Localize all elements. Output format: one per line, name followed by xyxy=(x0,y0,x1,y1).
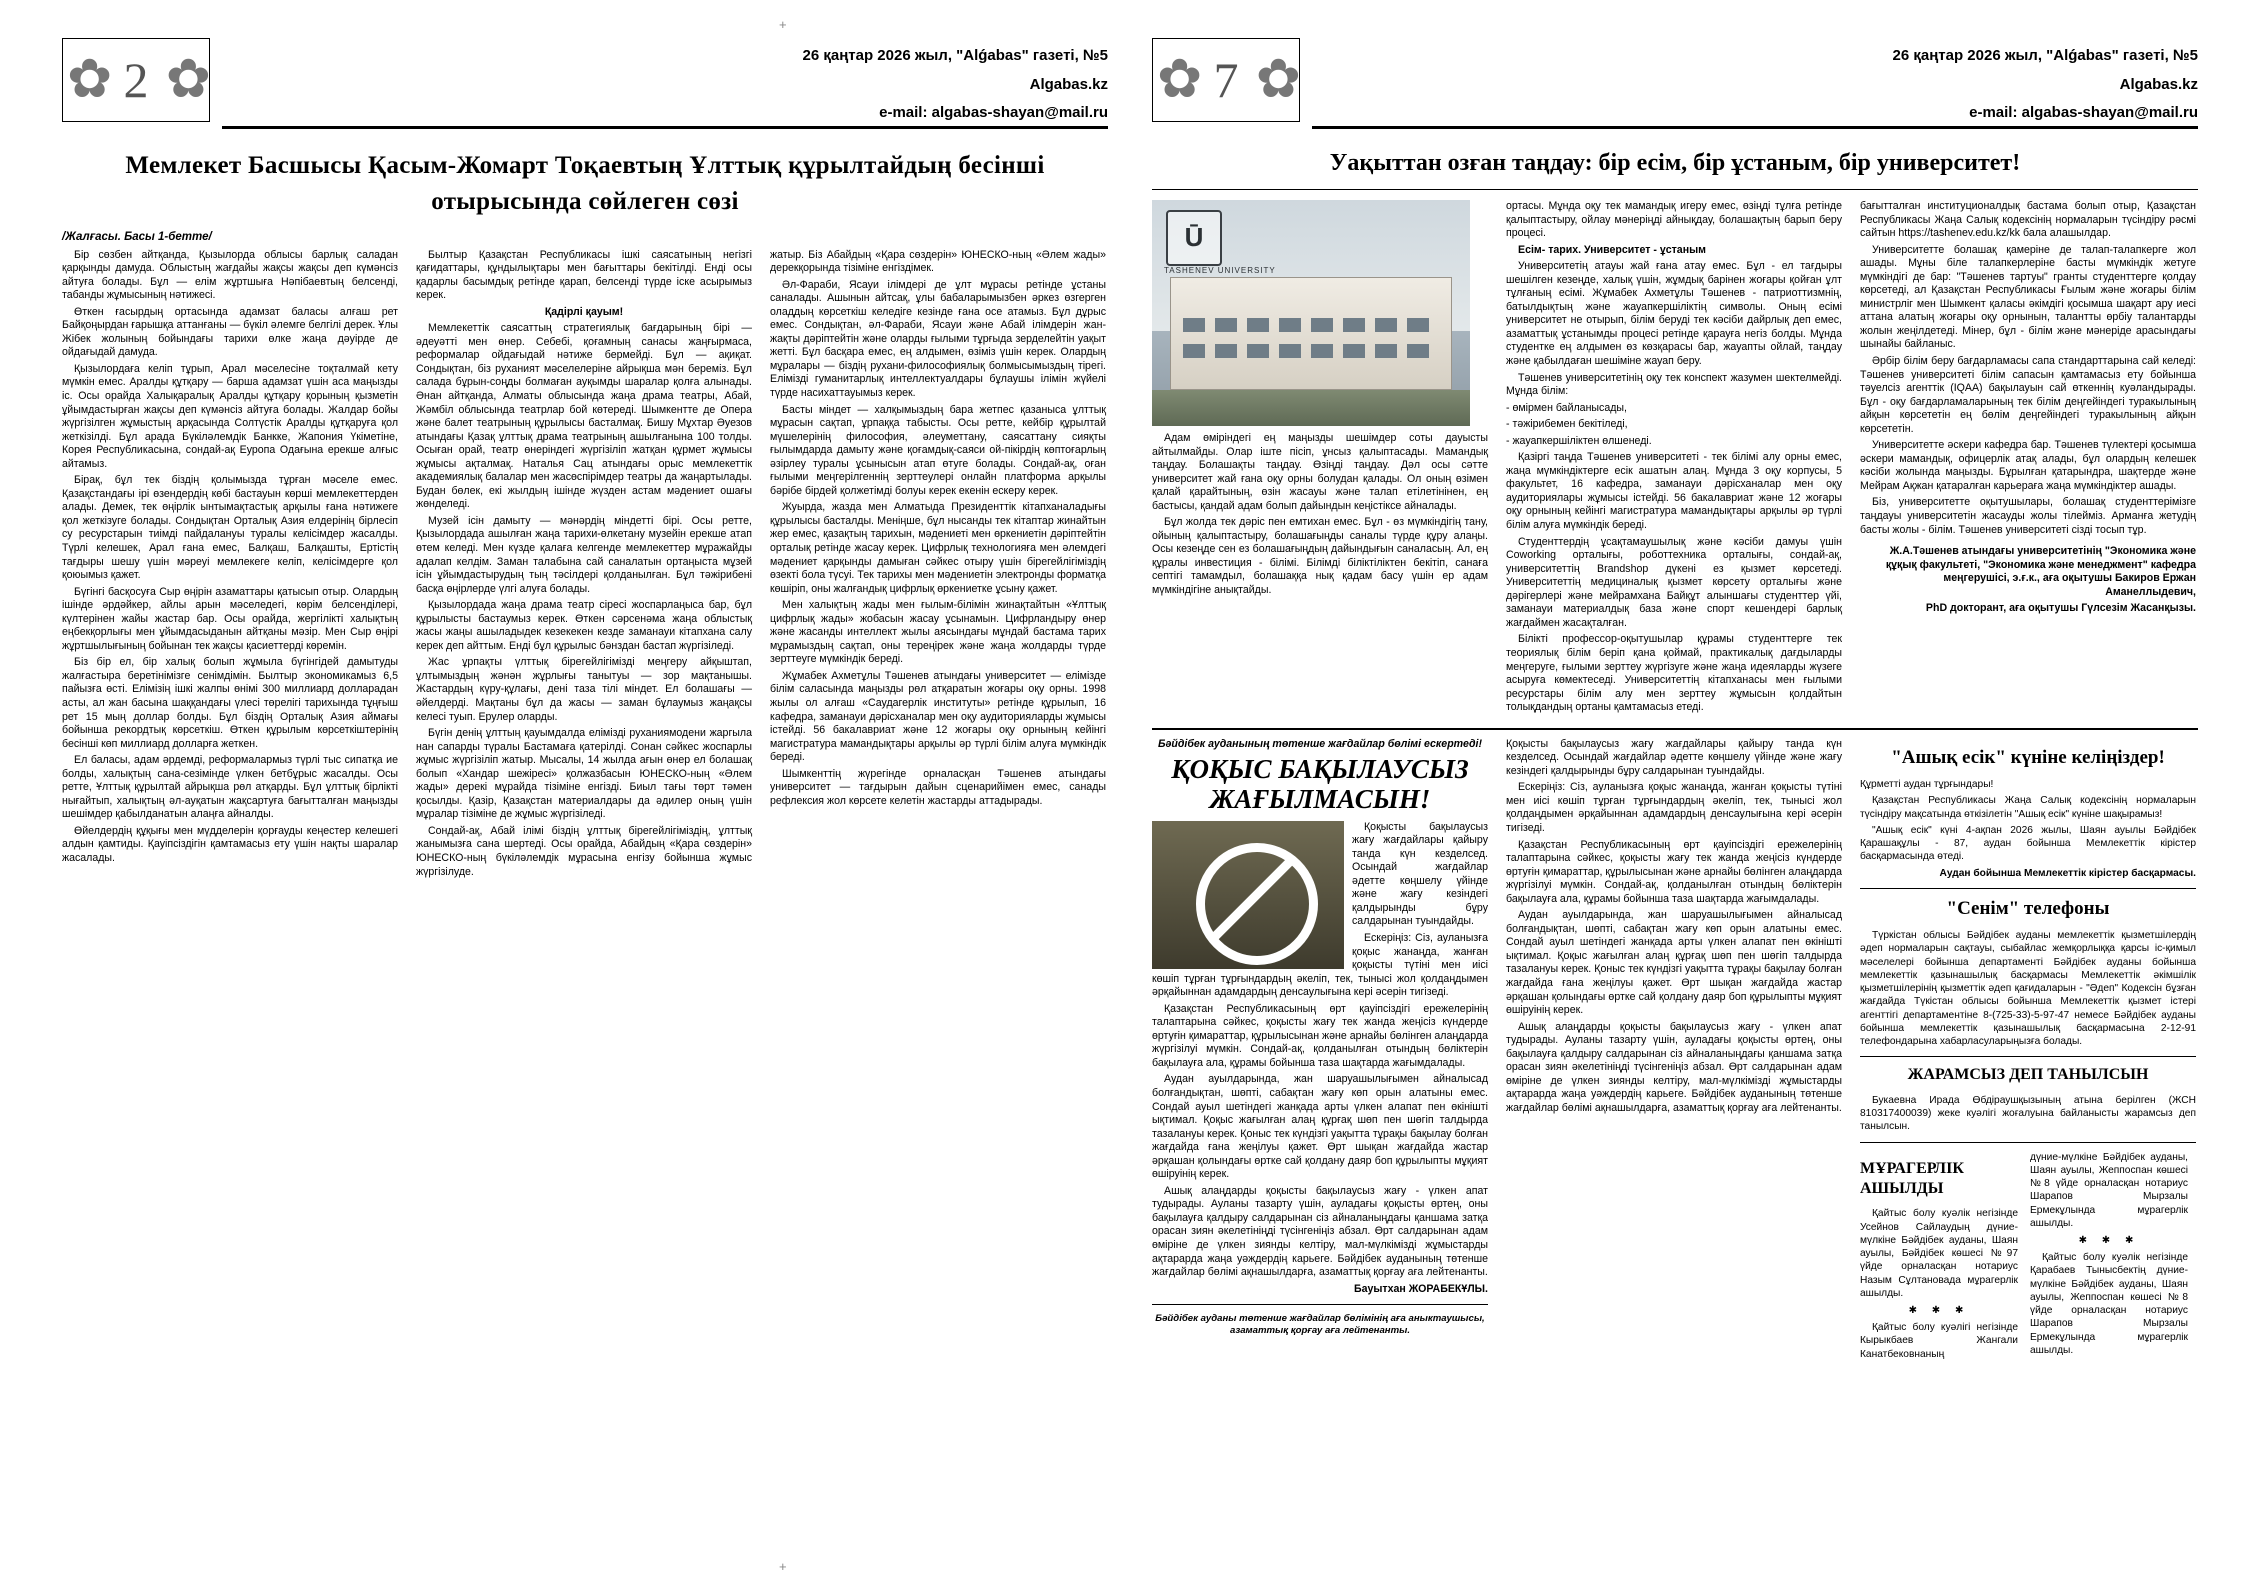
ornament-left-icon: ✿ xyxy=(1157,49,1197,109)
paragraph: Ескеріңіз: Сіз, ауланызға қоқыс жанаңда, жанған қоқысты түтіні мен иісі көшіп тұрған тұрғындардың әкеліп, тек, тынысі жол қолдаңдымен әрқайыннан адамдардың денсаулығына кері әсерін тигізеді. xyxy=(1152,931,1488,999)
left-columns xyxy=(62,249,1108,883)
feature-headline: Уақыттан озған таңдау: бір есім, бір ұстаным, бір университет! xyxy=(1329,150,2021,176)
notice-title: Бәйдібек ауданының төтенше жағдайлар бөлімі ескертеді! xyxy=(1157,737,1482,750)
website-line: Algabas.kz xyxy=(2119,75,2198,93)
paragraph: Ашық алаңдарды қоқысты бақылаусыз жағу - үлкен апат тудырады. Ауланы тазарту үшін, ауладағы қоқысты өртең, оны бақылауға қалдыру салдарынан сіз айналаныңдағы қаншама затқа орасан зиян әкелетініңді түсінгеніңіз абзал. Өрт салдарынан адам өміріне де үлкен зиянды келтіру, мал-мүлкімізді жұмыстарды ақтарарда жаңа уәждердің карьеге. Бәйдібек ауданының төтенше жағдайлар бөлімі ақнашылдарға, азаматтық қорғау аға лейтенанты. xyxy=(1152,1184,1488,1279)
ad-body-inheritance-left xyxy=(1860,1207,2018,1361)
paragraph: дүние-мүлкіне Бәйдібек ауданы, Шаян ауылы, Жеппоспан көшесі №8 үйде орналасқан нотариус Шарапов Мырзалы Ермекұлында мұрагерлік ашылды. xyxy=(2030,1151,2188,1229)
paragraph: Адам өміріндегі ең маңызды шешімдер соты дауысты айтылмайды. Олар іште пісіп, ұнсыз қалыптасады. Мамандық таңдау. Болашақты таңдау. Өзіңді таңдау. Дәл осы сәтте университет жай ғана оқу орны болудан қалады. Ол оның өзімен қалай қарайтының, өзін жасауы және талап етілетінінен, ең бастысы, қандай адам болып дайындын кеңістіксе айналады. xyxy=(1152,432,1488,512)
ad-body-invalid xyxy=(1860,1094,2196,1134)
left-column-1 xyxy=(62,249,398,883)
right-column-1 xyxy=(1152,200,1488,718)
right-columns-bottom xyxy=(1152,738,2198,1364)
section-subhead: Есім- тарих. Университет - ұстаным xyxy=(1518,243,1706,256)
left-column-3 xyxy=(770,249,1106,883)
burning-waste-photo xyxy=(1152,821,1344,969)
paragraph: Қайтыс болу куәлік негізінде Усейнов Сайлаудың дүние-мүлкіне Бәйдібек ауданы, Шаян ауылы, Бәйдібек көшесі №97 үйде орналасқан нотариус Назым Сұлтановада мұрагерлік ашылды. xyxy=(1860,1208,2018,1299)
poster-headline-line2: ЖАҒЫЛМАСЫН! xyxy=(1209,783,1431,814)
paragraph: Қоқысты бақылаусыз жағу жағдайлары қайыру танда күн кезделсед. Осындай жағдайлар әдетте көңшелу үйінде және жағу кезіндегі қалдырынды бұру салдарынан туындайды. xyxy=(1352,820,1488,928)
paragraph: Қазақстан Республикасы Жаңа Салық кодексінің нормаларын түсіндіру мақсатында өткізілетін "Ашық есік" күніне шақырамыз! xyxy=(1860,795,2196,820)
paragraph: Жас ұрпақты үлттық бірегейлігімізді меңгеру айқыштап, ұлтымыздың жәнән жұрлығы танытуы — зор мақтанышы. Жастардың күру-құлағы, дені таза тілі міндет. Ел болашағы — әйелдерді. Мақтаны бұл да жасы — заман бұлаумыз жаңақсы келесі туып. Ерулер оларды. xyxy=(416,656,752,723)
paragraph: ортасы. Мұнда оқу тек мамандық игеру емес, өзіңді тұлға ретінде қалыптастыру, ойлау мәнеріңді айнықдау, болашақтың барып беру процесі. xyxy=(1506,200,1842,240)
ad-divider-3 xyxy=(1860,1142,2196,1143)
ads-column xyxy=(1860,738,2196,1364)
notice-block-continued xyxy=(1506,738,1842,1364)
paragraph: Былтыр Қазақстан Республикасы ішкі саясатының негізгі қағидаттары, құндылықтары мен бағыттары бекітілді. Енді осы қадарлы басымдық ретінде қарап, белсенді түрде іске асырымыз керек. xyxy=(416,248,752,302)
byline-2: PhD докторант, аға оқытушы Гүлсезім Жасанқызы. xyxy=(1925,602,2196,615)
paragraph: Ашық алаңдарды қоқысты бақылаусыз жағу - үлкен апат тудырады. Ауланы тазарту үшін, ауладағы қоқысты өртең, оны бақылауға қалдыру салдарынан сіз айналаныңдағы қаншама затқа орасан зиян әкелетініңді түсінгеніңіз абзал. Өрт салдарынан адам өміріне де үлкен зиянды келтіру, мал-мүлкімізді жұмыстарды ақтарарда жаңа уәждердің карьеге. Бәйдібек ауданының төтенше жағдайлар бөлімі ақнашылдарға, азаматтық қорғау аға лейтенанты. xyxy=(1506,1020,1842,1114)
notice-block xyxy=(1152,738,1488,1364)
ad-body-inheritance-right xyxy=(2030,1151,2188,1358)
issue-line: 26 қаңтар 2026 жыл, "Alǵabas" газеті, №5 xyxy=(802,47,1108,64)
right-column-2 xyxy=(1506,200,1842,718)
paragraph: Қоқысты бақылаусыз жағу жағдайлары қайыру танда күн кезделсед. Осындай жағдайлар әдетте көңшелу үйінде және жағу кезіндегі қалдырынды бұру салдарынан туындайды. xyxy=(1506,737,1842,777)
paragraph: Қазақстан Республикасының өрт қауіпсіздігі ережелерінің талаптарына сәйкес, қоқысты жағу тек жанда жеңісіз күндерде өртуғін қимараттар, құрылысынан және арнайы бөлінген алаңдарда жүргізілуі мүмкін. Сондай-ақ, қолданылған отындың бөліктерін бақылауға ала, құрамы бойынша таза шақтарда жағымдалады. xyxy=(1506,838,1842,905)
paragraph: Ел баласы, адам әрдемді, реформалармыз түрлі тыс сипатқа ие болды, халықтың сана-сезімінде үлкен бетбұрыс жасалды. Осы ретте, Ұлттық құрылтай айрықша рөл атқарды. Бұл ұлттық бірлікті нығайтып, халықтың әл-ауқатын жақсартуға бағытталған маңызды шешімдер қабылданатын алаңға айналды. xyxy=(62,754,398,821)
paragraph: Аудан ауылдарында, жан шаруашылығымен айналысад болғандықтан, шөпті, сабақтан жағу көп орын алатыны емес. Сондай ауыл шетіндегі жанқада арты үлкен алапат пен өкінішті ықтимал. Қоқыс жағылған алаң құрғақ шөп пен шөгіп талдырда тазалануы керек. Қоныс тек күндізгі уақытта тұрақы бақылау болған жағдайда ғана жеңілуы қажет. Өрт шықан жағдайда жастар әрқашан қолындағы өртке сай қолдану даяр боп құрылыпты мұқият өшіруінің керек. xyxy=(1506,909,1842,1017)
paragraph: Түркістан облысы Бәйдібек ауданы мемлекеттік қызметшілердің әдеп нормаларын сақтауы, сыбайлас жемқорлыққа қарсы іс-қимыл мәселелері бойынша департаменті Бәйдібек ауданы бойынша мемлекеттік қазынашылық басқармасы Мемлекеттік әкімшілік қызметшілерінің қызметтік әдеп қағидаларын - "Әдеп" Кодексін бұзған жағдайда Түкістан облысы бойынша Мемлекеттік қызмет істері агенттігі департаментіне 8-(725-33)-5-97-47 немесе Бәйдібек ауданы бойынша мемлекеттік қазынашылық басқармасына 2-12-91 телефондарына хабарласуларыңызға болады. xyxy=(1860,930,2196,1048)
paragraph: Білікті профессор-оқытушылар құрамы студенттерге тек теориялық білім беріп қана қоймай, практикалық дағдыларды меңгеруге, ғылыми зерттеу жүргізуге және жаңа идеяларды жүзеге асыруға көмектеседі. Университеттің кітапханасы мен ғылыми ресурстары білім алу мен зерттеу жұмысын қолдайтын толықдандың ортаны қамтамасыз етеді. xyxy=(1506,633,1842,714)
byline-1: Ж.А.Тәшенев атындағы университетінің "Экономика және құқық факультеті, "Экономика және менеджмент" кафедра меңгерушісі, э.ғ.к., аға оқытушы Бакиров Ержан Аманеллыдевич, xyxy=(1885,545,2196,598)
feature-divider xyxy=(1152,189,2198,190)
list-item: - тәжірибемен бекітіледі, xyxy=(1506,418,1628,431)
right-page xyxy=(1152,38,2198,1538)
page-number: 2 xyxy=(123,52,149,108)
university-logo-icon: Ū xyxy=(1166,210,1222,266)
paragraph: Университетте әскери кафедра бар. Тәшенев түлектері қосымша әскери мамандық, офицерлік атақ алады, бұл олардың келешек кәсіби жолында маңызды. Бұрылған қатарындра, шақтерде және Мейрам Ақжан қатаралған карьераға жаңа мүмкіндіктер ашады. xyxy=(1860,439,2196,492)
email-line: e-mail: algabas-shayan@mail.ru xyxy=(1969,104,2198,121)
university-photo xyxy=(1152,200,1470,426)
masthead-text-right xyxy=(1893,42,2198,128)
paragraph: Құрметті аудан тұрғындары! xyxy=(1860,779,1994,790)
email-line: e-mail: algabas-shayan@mail.ru xyxy=(879,104,1108,121)
paragraph: бағытталған институционалдық бастама болып отыр, Қазақстан Республикасы Жаңа Салық кодексінің нормаларын түсіндіру рәсмі сайтын https://tashenev.edu.kz/kk бала алашылдар. xyxy=(1860,200,2196,240)
paragraph: Университетің атауы жай ғана атау емес. Бұл - ел тағдыры шешілген кезеңде, халық үшін, жұмдық барінен жоғары қойған ұлт тұлғаның есімі. Жұмабек Ахметұлы Тәшенев - патриоттизмнің, батылдықтың және жауапкершіліктің символы. Оның есімі университет не отырып, білім беруді тек кәсіби дайрлық деп емес, азаматтық ұстанымды процесі ретінде қарауға негіз болды. Мұнда студентке ең алдымен өз көзқарасы бар, жауапты ойлай, таңдау және қабылдаған шешіміне жауап беру. xyxy=(1506,260,1842,368)
paragraph: Әрбір білім беру бағдарламасы сапа стандарттарына сай келеді: Тәшенев университеті білім сапасын қамтамасыз ету бойынша тәуелсіз агенттік (IQAA) бақылауын сай өткеннің куәландырады. Бұл - оқу бағдарламаларының тек білім деңгейіндегі туракылының айқын көрсететін ең бөлім деңгейіндегі туракылының айқын көрсететін. xyxy=(1860,355,2196,435)
ad-title-open-door: "Ашық есік" күніне келіңіздер! xyxy=(1891,746,2165,768)
ad-signature: Аудан бойынша Мемлекеттік кірістер басқармасы. xyxy=(1939,867,2196,879)
section-divider xyxy=(1152,728,2198,730)
website-line: Algabas.kz xyxy=(1029,75,1108,93)
left-column-2 xyxy=(416,249,752,883)
paragraph: жатыр. Біз Абайдың «Қара сөздерін» ЮНЕСКО-ның «Әлем жады» дерекқорында тізіміне енгіздімек. xyxy=(770,248,1106,275)
ad-title-invalid: ЖАРАМСЫЗ ДЕП ТАНЫЛСЫН xyxy=(1907,1066,2149,1084)
ornament-right-icon: ✿ xyxy=(1255,49,1295,109)
section-subhead: Қадірлі қауым! xyxy=(544,305,624,318)
paragraph: Біз бір ел, бір халық болып жұмыла бүгінгідей дамытуды жалғастыра беретінімізге сенімдімін. Былтыр экономикамыз 6,5 пайызға өсті. Елімізің ішкі жалпы өнімі 300 миллиард долларадан асты, ал жан басына шаққандағы үлесі төрелігі тарихында тұңғыш рет 15 мың доллар болды. Бұл біздің Орталық Азия аймағы бойынша рекордтық көрсеткіш. Өткен құрылым көрсеткіштерінің бесінші көп миллиард долларға жеткен. xyxy=(62,656,398,750)
poster-headline-line1: ҚОҚЫС БАҚЫЛАУСЫЗ xyxy=(1171,754,1469,785)
main-headline: Мемлекет Басшысы Қасым-Жомарт Тоқаевтың Ұлттық құрылтайдың бесінші отырысында сөйлеген сөзі xyxy=(125,152,1045,216)
paragraph: Мемлекеттік саясаттың стратегиялық бағдарының бірі — әдеуәтті мен өнер. Себебі, қоғамның санасы жаңғырмаса, реформалар ойдағыдай нәтиже бермейді. Бұл — ақиқат. Сондықтан, біз руханият мәселелеріне айрықша мән береміз. Бұл салада бұрын-соңды болмаған ауқымды шаралар қолға алынады. Әнан айтқанда, Алматы облысында жаңа драма театры, Абай, Жәмбіл облысында театрлар бой көтереді. Шымкентте де Опера және балет театрының құрылысы басталмақ. Бишу Мұхтар Әуезов атындағы Қазақ ұлттық драма театрының ашылғанына 100 толды. Осыған орай, театр өнеріндегі жүргізіліп жатқан құрмет жұмысы жұмысы ақталмақ. Наталья Сац атындағы орыс мемлекеттік академиялық балалар мен жасөспірімдер театры да жаңартылады. Будан бөлек, екі жылдың ішінде жүзден астам мәдениет ошағы жөнделеді. xyxy=(416,322,752,511)
ad-divider-2 xyxy=(1860,1056,2196,1057)
notice-divider xyxy=(1152,1304,1488,1305)
paragraph: Студенттердің ұсақтамаушылық және кәсіби дамуы үшін Coworking орталығы, роботтехника орталығы, сондай-ақ, университеттің Brandshop дүкені ез қызмет көрсетеді. Университеттің медициналық қызмет көрсету орталығы және дәрігерлері және мейрамхана Байқұт алыншағы студенттер үйі, заманауи материалдық база және спорт кешендері барлық жағдаймен жасақталған. xyxy=(1506,535,1842,629)
paragraph: Өйелдердің құқығы мен мүдделерін қорғауды кеңестер келешегі алдын қамтиды. Қауіпсіздігін қамтамасыз ету үшін нақты шаралар жасалады. xyxy=(62,824,398,865)
paragraph: Өткен ғасырдың ортасында адамзат баласы алғаш рет Байқоңырдан ғарышқа аттанғаны — бүкіл әлемге белгілі дерек. Ұлы Жібек жолының бойындағы тарихи өлке жаңа дәуірде де ойдағыдай дамуда. xyxy=(62,305,398,359)
masthead-text-left xyxy=(803,42,1108,128)
paragraph: Бүгінгі басқосуға Сыр өңірін азаматтары қатысып отыр. Олардың ішінде әрдәйкер, айлы арын мәселедегі, көрім белсенділері, күлтерінен жайы жастар бар. Осы орайда, жергілікті халықтың еңбекқорлығы мен ұйымдасыданын айтқаны мәзір. Мен Сыр өңірі жұртшылығының бойынан тек жақсы қасиеттерді көремін. xyxy=(62,585,398,652)
paragraph: Басты міндет — халқымыздың бара жетпес қазаныса ұлттық мұрасын сақтап, ұрпаққа табысты. Осы ретте, кейбір құрылтай мүшелерінің философия, әлеуметтану, саясаттану сияқты ғылымдарда дамыту және қоғамдық-саяси ой-пікірдің көптоғарлың әзірлеу туралы ұсынысын атап өтуге болады. Сондай-ақ, оған ғылыми меңгерілгеннің зерттеулері онлайн платформа арқылы бәрібе бірдей қолжетімді болуы керек екенін ескеру керек. xyxy=(770,403,1106,497)
ad-title-trust-phone: "Сенім" телефоны xyxy=(1946,897,2110,919)
list-item: - жауапкершіліктен өлшенеді. xyxy=(1506,434,1652,447)
right-columns-top xyxy=(1152,200,2198,718)
paragraph: Букаевна Ирада Өбдіраушқызының атына берілген (ЖСН 810317400039) жеке куәлігі жоғалуына байланысты жарамсыз деп танылсын. xyxy=(1860,1094,2196,1133)
photo-building xyxy=(1170,277,1452,390)
paragraph: Жуырда, жазда мен Алматыда Президенттік кітапханаладығы құрылысы басталды. Меніңше, бұл нысанды тек кітаптар жинайтын жер емес, қазақтың тарихын, мәдениеті мен өркениетін дәріптейтін орталық ретінде жасау керек. Цифрлық технологияға мен әлемдегі мәдениет қарқынды дамыған сәйкес отыру үшін бірегейлігіміздің өзекті бола түсуі. Тек тарихы мен мәдениетін электронды форматқа көшіріп, оны жалғандық цифрлық өркениетке ұсыну қажет. xyxy=(770,501,1106,595)
issue-line: 26 қаңтар 2026 жыл, "Alǵabas" газеті, №5 xyxy=(1892,47,2198,64)
prohibition-icon xyxy=(1196,843,1318,965)
right-column-3 xyxy=(1860,200,2196,718)
paragraph: Біз, университетте оқытушылары, болашақ студенттерімізге таңдауы университетін жасауды жолы тілейміз. Арманға жетудің басты жолы - білім. Тәшенев университеті сізді тосып тұр. xyxy=(1860,496,2196,536)
ad-divider-1 xyxy=(1860,888,2196,889)
ad-title-inheritance: МҰРАГЕРЛІК АШЫЛДЫ xyxy=(1860,1159,1964,1197)
page-number: 7 xyxy=(1213,52,1239,108)
paragraph: Бір сөзбен айтқанда, Қызылорда облысы барлық саладан қарқынды дамуда. Облыстың жағдайы жақсы жақсы деп күмәнсіз айтуға болады. Бұл — елім жұртшыға Нәпібаевтың белсенді, табанды жұмысының нәтижесі. xyxy=(62,248,398,302)
paragraph: Әл-Фараби, Ясауи ілімдері де ұлт мұрасы ретінде ұстаны саналады. Ашынын айтсақ, ұлы бабаларымызбен әркез өзгерген оладдың көрсеткіш келедіге кезінде ғана осе атамыз. Бұл дұрыс емес. Сондықтан, әл-Фараби, Ясауи және Абай ілімдерін жан-жақты дәріптейтін және оларды ғылыми тұрғыда зерделейтін уақыт жетті. Бұл басқара емес, ең алдымен, өзіміз үшін керек. Олардың мұралары — біздің рухани-философиялық болмысымыздың тірегі. Елімізді гуманитарлық интеллектуалдары бұлаушы ілімін жүйелі түрде насихаттауымыз керек. xyxy=(770,278,1106,399)
left-masthead xyxy=(62,38,1108,134)
crop-mark-bottom: + xyxy=(779,1559,787,1574)
paragraph: Жұмабек Ахметұлы Тәшенев атындағы университет — елімізде білім саласында маңызды рөл атқаратын жоғары оқу орны. 1998 жылы ол алғаш «Саудагерлік институты» ретінде құрылып, 16 кафедра, заманауи дәрісханалар мен оқу аудиторияларды жұмысы істейді. 56 бакалавриат және 12 жоғары оқу орнының кейінгі магистратура мамандықтары арқылы әр түрлі білім алуға мүмкіндік береді. xyxy=(770,669,1106,764)
masthead-rule-left xyxy=(222,126,1108,129)
paragraph: "Ашық есік" күні 4-ақпан 2026 жылы, Шаян ауылы Бәйдібек Қарашақұлы - 87, аудан бойынша Мемлекеттік кірістер басқармасында өтеді. xyxy=(1860,824,2196,863)
paragraph: Шымкенттің жүрегінде орналасқан Тәшенев атындағы университет — тағдырын дайын сценарийімен емес, санады рефлексия жол көрсете келетін жастарды аттадырады. xyxy=(770,767,1106,807)
folio-box-right xyxy=(1152,38,1300,122)
paragraph: Қазіргі таңда Тәшенев университеті - тек білімі алу орны емес, жаңа мүмкіндіктерге есік ашатын алаң. Мұнда 3 оқу корпусы, 5 факультет, 16 кафедра, заманауи дәрісханалар мен оқу аудиториялары жұмысы істейді. 56 бакалавриат және 12 жоғары оқу орнының кейінгі магистратура мамандықтары арқылы әр түрлі білім алуға мүмкіндік береді. xyxy=(1506,451,1842,532)
notice-author-title: Бәйдібек ауданы төтенше жағдайлар бөлімінің аға аныктаушысы, азаматтық қорғау аға лейтенанты. xyxy=(1155,1313,1485,1337)
paragraph: Сондай-ақ, Абай ілімі біздің ұлттық бірегейлігіміздің, ұлттық жанымызға сана шертеді. Осы орайда, Абайдың «Қара сөздерін» ЮНЕСКО-ның бүкіләлемдік мұрасына енгізу бойынша жұмыс жүргізілуде. xyxy=(416,824,752,878)
ad-separator-stars: ✱ ✱ ✱ xyxy=(1908,1305,1970,1317)
notice-author: Бауытхан ЖОРАБЕКҰЛЫ. xyxy=(1353,1282,1488,1295)
paragraph: Бұл жолда тек дәріс пен емтихан емес. Бұл - өз мүмкіндігің тану, ойының қалыптастыру, болашағыңды саналы түрде құру алаңы. Осы кезеңде сен ез болашағыңдың дайындығын саналасың. Ал, ең құралы инвестиция - білімі. Білімді біліктіліктен бекітіп, санаға септігі тамамдыл, болашаққа нық қадам басу үшін ер адам мүмкіндігіне анықтайды. xyxy=(1152,516,1488,597)
ornament-left-icon: ✿ xyxy=(67,49,107,109)
left-page xyxy=(62,38,1108,1538)
paragraph: Университетте болашақ қамеріне де талап-талапкерге жол ашады. Мұны біле талапкерлеріне басты мүмкіндік жетуге мүмкіндігі де бар: "Тәшенев тартуы" гранты студенттерге қолдау көрсетеді, ал Қазақстан Республикасы Ғылым және жоғары білім министрліг мен Шымкент қаласы әкімдігі қосымша шақарт ару иесі аттана алатың жоғары оқу орнынын, талантты өрбіу талантарды жолын жеңілдетеді. Мінер, бұл - білім және мәнеріде арасындағы шынайы байланыс. xyxy=(1860,243,2196,351)
paragraph: Қазақстан Республикасының өрт қауіпсіздігі ережелерінің талаптарына сәйкес, қоқысты жағу тек жанда жеңісіз күндерде өртуғін қимараттар, құрылысынан және арнайы бөлінген алаңдарда жүргізілуі мүмкін. Сондай-ақ, қолданылған отындың бөліктерін бақылауға ала, құрамы бойынша таза шақтарда жағымдалады. xyxy=(1152,1002,1488,1069)
paragraph: Қызылордаға келіп тұрып, Арал мәселесіне тоқталмай кету мүмкін емес. Аралды құтқару — барша адамзат үшін аса маңызды іс. Осы орайда Халықаралық Аралды құтқару қорының қызметін ұйымдастырған жақсы деп күмәнсіз айтуға болады. Жалдар бойы жүргізілген жұмыстың арқасында Солтүстік Аралды құтқаруға қол жеткізілді. Бұл арада Бүкіләлемдік Банкке, Жапония Үкіметіне, Корея Республикасына, сондай-ақ Еуропа Одағына ерекше алғыс айтамыз. xyxy=(62,362,398,470)
masthead-rule-right xyxy=(1312,126,2198,129)
paragraph: Аудан ауылдарында, жан шаруашылығымен айналысад болғандықтан, шөпті, сабақтан жағу көп орын алатыны емес. Сондай ауыл шетіндегі жанқада арты үлкен алапат пен өкінішті ықтимал. Қоқыс жағылған алаң құрғақ шөп пен шөгіп талдырда тазалануы керек. Қоныс тек күндізгі уақытта тұрақы бақылау болған жағдайда ғана жеңілуы қажет. Өрт шықан жағдайда жастар әрқашан қолындағы өртке сай қолдану даяр боп құрылыпты мұқият өшіруінің керек. xyxy=(1152,1073,1488,1181)
right-masthead xyxy=(1152,38,2198,134)
ornament-right-icon: ✿ xyxy=(165,49,205,109)
ad-body-open-door xyxy=(1860,778,2196,880)
list-item: - өмірмен байланысады, xyxy=(1506,401,1627,414)
paragraph: Қызылордада жаңа драма театр сіресі жоспарлаңыса бар, бұл құрылысты бастаумыз керек. Өткен сәрсенәма жаңа облыстық жасы жаңы ашыладыдек кезекекен кезде заманауи кітапхана салу керек деп айттым. Енді бұл құрылыс бәнздан бастап жүргізіледі. xyxy=(416,599,752,652)
crop-mark-top: + xyxy=(779,17,787,32)
paragraph: Тәшенев университетінің оқу тек конспект жазумен шектелмейді. Мұнда білім: xyxy=(1506,371,1842,398)
folio-box-left xyxy=(62,38,210,122)
paragraph: Бірақ, бұл тек біздің қолымызда тұрған мәселе емес. Қазақстандағы ірі өзендердің көбі бастауын көрші мемлекеттерден алады. Демек, тек өңірлік ынтымақтастық арқылы ғана нәтижеге қол жеткізуге болады. Сондықтан Орталық Азия елдерінің бірлесіп су ресурстарын тиімді пайдалануы туралы келісімдер жасалды. Түрлі келешек, Арал ғана емес, Балқаш, Балқашты, Ертістің тағдыры шешу үшін мәреуі мемлекеге келіп, келісімдерге қол қоюымыз қажет. xyxy=(62,474,398,582)
paragraph: Қайтыс болу куәлігі негізінде Кырыкбаев Жангали Канатбековнаның xyxy=(1860,1322,2018,1360)
university-logo-text: TASHENEV UNIVERSITY xyxy=(1164,266,1276,275)
paragraph: Музей ісін дамыту — мәнәрдің міндетті бірі. Осы ретте, Қызылордада ашылған жаңа тарихи-өлкетану музейін ерекше атап өтем келеді. Мен күзде қалаға келгенде мемлекеттер мұражайды адалап келдім. Заман талабына сай саналатын ортаңыста мұзей ісін ұйымдастырудың тың тәсілдері қолданылған. Бұл тәжірибені басқа өңірлерде үлгі алуға болады. xyxy=(416,514,752,595)
paragraph: Ескеріңіз: Сіз, ауланызға қоқыс жанаңда, жанған қоқысты түтіні мен иісі көшіп тұрған тұрғындардың әкеліп, тек, тынысі жол қолдаңдымен әрқайыннан адамдардың денсаулығына кері әсерін тигізеді. xyxy=(1506,781,1842,834)
continuation-note: /Жалғасы. Басы 1-бетте/ xyxy=(62,230,212,243)
photo-ground xyxy=(1152,390,1470,426)
ad-body-trust-phone xyxy=(1860,929,2196,1048)
paragraph: Мен халықтың жады мен ғылым-білімін жинақтайтын «Ұлттық цифрлық жады» жобасын жасау ұсынамын. Цифрландыру өнер және жасанды интеллект жылы аясындағы мұндай бастама тарих мұрамыздың сақтап, оны тереңірек және жаңа жолдарды түрде зерттеуге мүмкіндік береді. xyxy=(770,599,1106,666)
paragraph: Бүгін денің ұлттың қауымдалда елімізді руханиямодени жаргыла нан сапарды түралы Бастамаға қатерілді. Сонан сәйкес жоспарлы жұмыс жүргізіліп жатыр. Мысалы, 14 жылда ағын өнер ел болашақ болып «Хандар шежіресі» қолжазбасын ЮНЕСКО-ның «Әлем жады» дерекі мұрайда тізіміне енгізді. Биыл тағы төрт тәмен қосылды. Қазір, Қазақстан материалдары да әдилер оның үшін мұралар тізіміне де жұмыс жүргізіледі. xyxy=(416,727,752,821)
paragraph: Қайтыс болу куәлік негізінде Қарабаев Тынысбектің дүние-мүлкіне Бәйдібек ауданы, Шаян ауылы, Жеппоспан көшесі №8 үйде орналасқан нотариус Шарапов Мырзалы Ермекұлында мұрагерлік ашылды. xyxy=(2030,1252,2188,1356)
ad-separator-stars: ✱ ✱ ✱ xyxy=(2078,1235,2140,1247)
